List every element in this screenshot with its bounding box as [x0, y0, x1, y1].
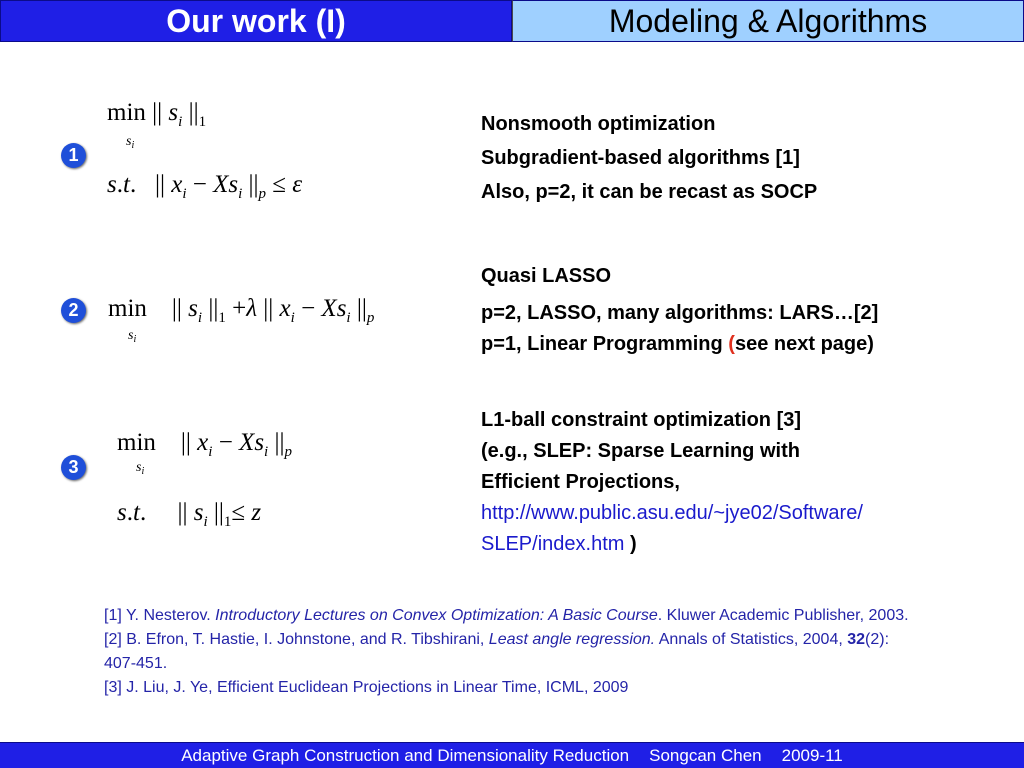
reference-1-title: Introductory Lectures on Convex Optimization: A Basic Course: [215, 607, 658, 624]
slep-link-continued[interactable]: SLEP/index.htm: [481, 533, 625, 555]
number-badge-3: 3: [61, 455, 86, 480]
reference-1-publisher: . Kluwer Academic Publisher, 2003.: [657, 607, 909, 624]
item-2-line-3-text: p=1, Linear Programming: [481, 333, 729, 355]
reference-2-volume: 32: [847, 631, 866, 648]
item-1-line-2: Subgradient-based algorithms [1]: [481, 147, 800, 169]
item-3-line-1: L1-ball constraint optimization [3]: [481, 409, 802, 431]
reference-2-journal: Annals of Statistics, 2004,: [655, 631, 848, 648]
item-3-close-paren: ): [624, 533, 637, 555]
slide-title: Our work (I): [0, 0, 512, 42]
item-3-line-2: (e.g., SLEP: Sparse Learning with: [481, 440, 800, 462]
footer-author: Songcan Chen: [649, 745, 762, 765]
item-1-line-3: Also, p=2, it can be recast as SOCP: [481, 181, 818, 203]
number-badge-2: 2: [61, 298, 86, 323]
reference-2-title: Least angle regression.: [488, 631, 656, 648]
item-2-line-3-tail: see next page): [734, 333, 874, 355]
item-2-open-paren: (: [728, 333, 735, 355]
section-title: Modeling & Algorithms: [512, 0, 1024, 42]
item-2-line-3: [481, 327, 874, 361]
reference-3: [3] J. Liu, J. Ye, Efficient Euclidean Projections in Linear Time, ICML, 2009: [104, 679, 629, 696]
item-3-line-3: Efficient Projections,: [481, 471, 680, 493]
item-2-line-2: p=2, LASSO, many algorithms: LARS…[2]: [481, 302, 879, 324]
item-3-block: [481, 405, 1001, 560]
number-badge-1: 1: [61, 143, 86, 168]
references: [104, 604, 924, 700]
footer-title: Adaptive Graph Construction and Dimensionality Reduction: [181, 745, 630, 765]
footer-date: 2009-11: [781, 745, 843, 765]
reference-2-pages: (2): 407-451.: [104, 631, 890, 672]
reference-2-authors: [2] B. Efron, T. Hastie, I. Johnstone, and R. Tibshirani,: [104, 631, 489, 648]
slep-link[interactable]: http://www.public.asu.edu/~jye02/Software/: [481, 502, 863, 524]
reference-2: [104, 628, 924, 676]
reference-1: [104, 604, 924, 628]
footer-bar: [0, 742, 1024, 768]
reference-1-authors: [1] Y. Nesterov.: [104, 607, 216, 624]
item-2-line-1: Quasi LASSO: [481, 265, 612, 287]
item-1-line-1: Nonsmooth optimization: [481, 113, 716, 135]
